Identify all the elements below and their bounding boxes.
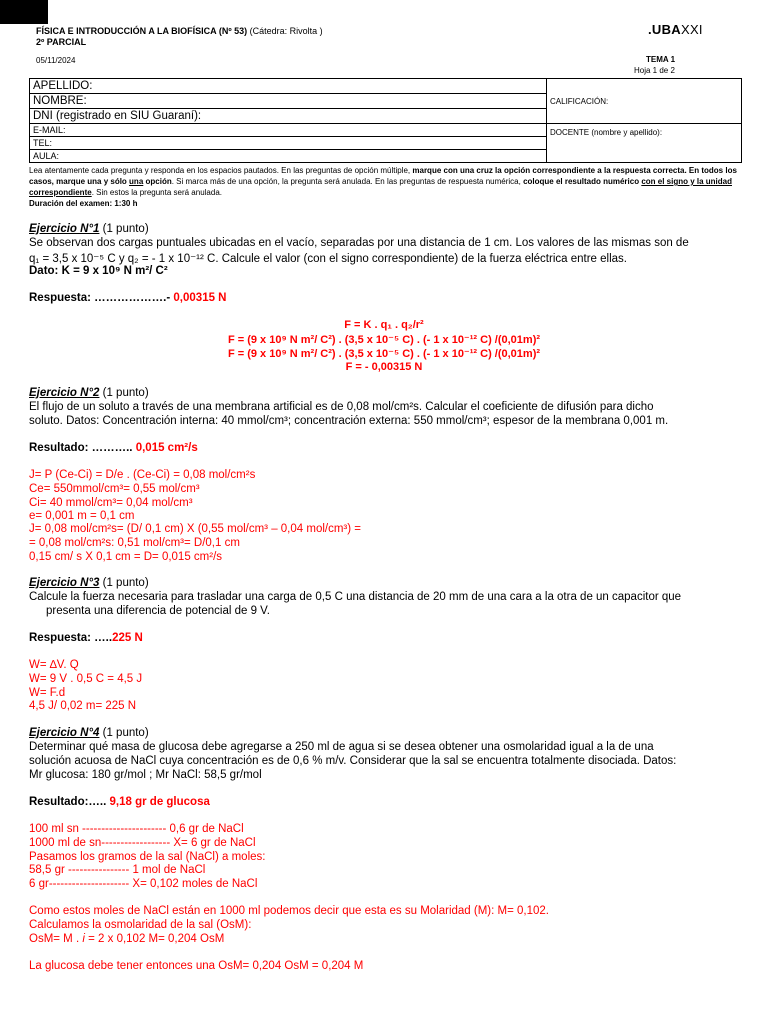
instr-bold: marque con una cruz la opción correspondiente a la respuesta correcta. En todos los casos, marque una y sólo <box>29 166 737 186</box>
nombre-field[interactable]: NOMBRE: <box>30 94 547 109</box>
instr-underline: una <box>129 177 144 186</box>
ex1-points: (1 punto) <box>99 223 149 235</box>
tema-label: TEMA 1 <box>646 55 676 64</box>
ex1-work-3: F = (9 x 10⁹ N m²/ C²) . (3,5 x 10⁻⁵ C) . (- 1 x 10⁻¹² C) /(0,01m)² <box>227 348 541 360</box>
ex4-statement-3: Mr glucosa: 180 gr/mol ; Mr NaCl: 58,5 gr/mol <box>29 769 262 781</box>
ex2-label: Ejercicio N°2 <box>29 387 100 399</box>
ex4-heading <box>29 727 149 739</box>
logo-light: XXI <box>680 22 703 37</box>
aula-field[interactable]: AULA: <box>30 150 547 163</box>
ex4-statement-1: Determinar qué masa de glucosa debe agregarse a 250 ml de agua si se desea obtener una osmolaridad igual a la de una <box>29 741 654 753</box>
catedra: (Cátedra: Rivolta ) <box>249 26 323 36</box>
course-title <box>36 26 323 36</box>
ex2-heading <box>29 387 149 399</box>
ex2-work-7: 0,15 cm/ s X 0,1 cm = D= 0,015 cm²/s <box>29 551 223 563</box>
instr-bold: opción <box>143 177 172 186</box>
corner-black-block <box>0 0 48 24</box>
ex2-answer-value: 0,015 cm²/s <box>135 442 198 454</box>
ex4-work-5: 6 gr--------------------- X= 0,102 moles de NaCl <box>29 878 258 890</box>
ex2-work-5: J= 0,08 mol/cm²s= (D/ 0,1 cm) X (0,55 mol/cm³ – 0,04 mol/cm³) = <box>29 523 361 535</box>
ex4-work-7: Calculamos la osmolaridad de la sal (OsM): <box>29 919 252 931</box>
docente-field[interactable]: DOCENTE (nombre y apellido): <box>547 124 742 163</box>
ex4-statement-2: solución acuosa de NaCl cuya concentración es de 0,6 % m/v. Considerar que la sal se encuentra totalmente disociada. Datos: <box>29 755 677 767</box>
ex1-label: Ejercicio N°1 <box>29 223 100 235</box>
ex2-work-2: Ce= 550mmol/cm³= 0,55 mol/cm³ <box>29 483 200 495</box>
ex4-answer-label: Resultado:….. <box>29 796 110 808</box>
ex4-answer-value: 9,18 gr de glucosa <box>109 796 210 808</box>
ex1-work-2: F = (9 x 10⁹ N m²/ C²) . (3,5 x 10⁻⁵ C) . (- 1 x 10⁻¹² C) /(0,01m)² <box>227 334 541 346</box>
instr-part: Lea atentamente cada pregunta y responda en los espacios pautados. En las preguntas de opción múltiple, <box>29 166 413 175</box>
ex4-work-3: Pasamos los gramos de la sal (NaCl) a moles: <box>29 851 266 863</box>
ex3-statement-2: presenta una diferencia de potencial de 9 V. <box>46 605 270 617</box>
ex3-work-2: W= 9 V . 0,5 C = 4,5 J <box>29 673 143 685</box>
page-number: Hoja 1 de 2 <box>634 66 675 75</box>
exam-subtitle: 2º PARCIAL <box>36 37 87 47</box>
ex4-work-8b: = 2 x 0,102 M= 0,204 OsM <box>84 933 225 945</box>
email-field[interactable]: E-MAIL: <box>30 124 547 137</box>
ex2-work-6: = 0,08 mol/cm²s: 0,51 mol/cm³= D/0,1 cm <box>29 537 240 549</box>
ex2-points: (1 punto) <box>99 387 149 399</box>
exam-duration: Duración del examen: 1:30 h <box>29 199 138 208</box>
ex1-work-1: F = K . q₁ . q₂/r² <box>344 319 424 331</box>
apellido-field[interactable]: APELLIDO: <box>30 79 547 94</box>
ex3-points: (1 punto) <box>99 577 149 589</box>
instr-bold: coloque el resultado numérico <box>523 177 642 186</box>
logo-bold: .UBA <box>648 22 681 37</box>
ex3-label: Ejercicio N°3 <box>29 577 100 589</box>
ex4-points: (1 punto) <box>99 727 149 739</box>
ex2-answer-label: Resultado: ……….. <box>29 442 136 454</box>
ex4-work-2: 1000 ml de sn------------------ X= 6 gr de NaCl <box>29 837 256 849</box>
ex1-heading <box>29 223 149 235</box>
ex4-work-9: La glucosa debe tener entonces una OsM= 0,204 OsM = 0,204 M <box>29 960 364 972</box>
ex2-answer-line <box>29 442 198 454</box>
ex3-answer-value: 225 N <box>112 632 143 644</box>
ex3-statement-1: Calcule la fuerza necesaria para trasladar una carga de 0,5 C una distancia de 20 mm de una cara a la otra de un capacitor que <box>29 591 682 603</box>
instructions <box>29 165 741 209</box>
course-title-text: FÍSICA E INTRODUCCIÓN A LA BIOFÍSICA (Nº 53) <box>36 26 248 36</box>
ex4-work-1: 100 ml sn ---------------------- 0,6 gr de NaCl <box>29 823 244 835</box>
ex1-work-4: F = - 0,00315 N <box>345 361 423 373</box>
ex3-work-1: W= ∆V. Q <box>29 659 79 671</box>
instr-part: . Sin estos la pregunta será anulada. <box>91 188 222 197</box>
ex1-statement-2: q₁ = 3,5 x 10⁻⁵ C y q₂ = - 1 x 10⁻¹² C. Calcule el valor (con el signo correspondiente) de la fuerza eléctrica entre ellas. <box>29 253 627 265</box>
student-id-table <box>29 78 742 163</box>
ex4-work-4: 58,5 gr ---------------- 1 mol de NaCl <box>29 864 206 876</box>
calificacion-field[interactable]: CALIFICACIÓN: <box>547 79 742 124</box>
ex1-answer-value: 0,00315 N <box>170 292 227 304</box>
ex2-work-4: e= 0,001 m = 0,1 cm <box>29 510 135 522</box>
ex3-work-4: 4,5 J/ 0,02 m= 225 N <box>29 700 137 712</box>
ex2-statement-2: soluto. Datos: Concentración interna: 40 mmol/cm³; concentración externa: 550 mmol/cm³; espesor de la membrana 0,001 m. <box>29 415 669 427</box>
instr-part: . Si marca más de una opción, la pregunta será anulada. En las preguntas de respuesta numérica, <box>171 177 524 186</box>
ex1-statement-1: Se observan dos cargas puntuales ubicadas en el vacío, separadas por una distancia de 1 cm. Los valores de las mismas son de <box>29 237 689 249</box>
ex4-work-8i: i <box>82 933 85 945</box>
ex4-work-6: Como estos moles de NaCl están en 1000 ml podemos decir que esta es su Molaridad (M): M= 0,102. <box>29 905 549 917</box>
uba-logo <box>648 22 703 37</box>
ex4-answer-line <box>29 796 210 808</box>
ex2-statement-1: El flujo de un soluto a través de una membrana artificial es de 0,08 mol/cm²s. Calcular el coeficiente de difusión para dicho <box>29 401 654 413</box>
ex3-answer-label: Respuesta: ….. <box>29 632 113 644</box>
ex4-work-8 <box>29 933 224 945</box>
ex4-work-8a: OsM= M . <box>29 933 83 945</box>
instr-underline: con el signo y la unidad correspondiente <box>29 177 732 197</box>
ex1-answer-line <box>29 292 226 304</box>
ex1-answer-label: Respuesta: ……………….- <box>29 292 171 304</box>
ex3-work-3: W= F.d <box>29 687 66 699</box>
tel-field[interactable]: TEL: <box>30 137 547 150</box>
exam-date: 05/11/2024 <box>36 56 76 65</box>
ex3-answer-line <box>29 632 143 644</box>
dni-field[interactable]: DNI (registrado en SIU Guaraní): <box>30 109 547 124</box>
ex4-label: Ejercicio N°4 <box>29 727 100 739</box>
ex1-dato: Dato: K = 9 x 10⁹ N m²/ C² <box>29 265 168 277</box>
ex2-work-1: J= P (Ce-Ci) = D/e . (Ce-Ci) = 0,08 mol/cm²s <box>29 469 256 481</box>
ex2-work-3: Ci= 40 mmol/cm³= 0,04 mol/cm³ <box>29 497 193 509</box>
ex3-heading <box>29 577 149 589</box>
